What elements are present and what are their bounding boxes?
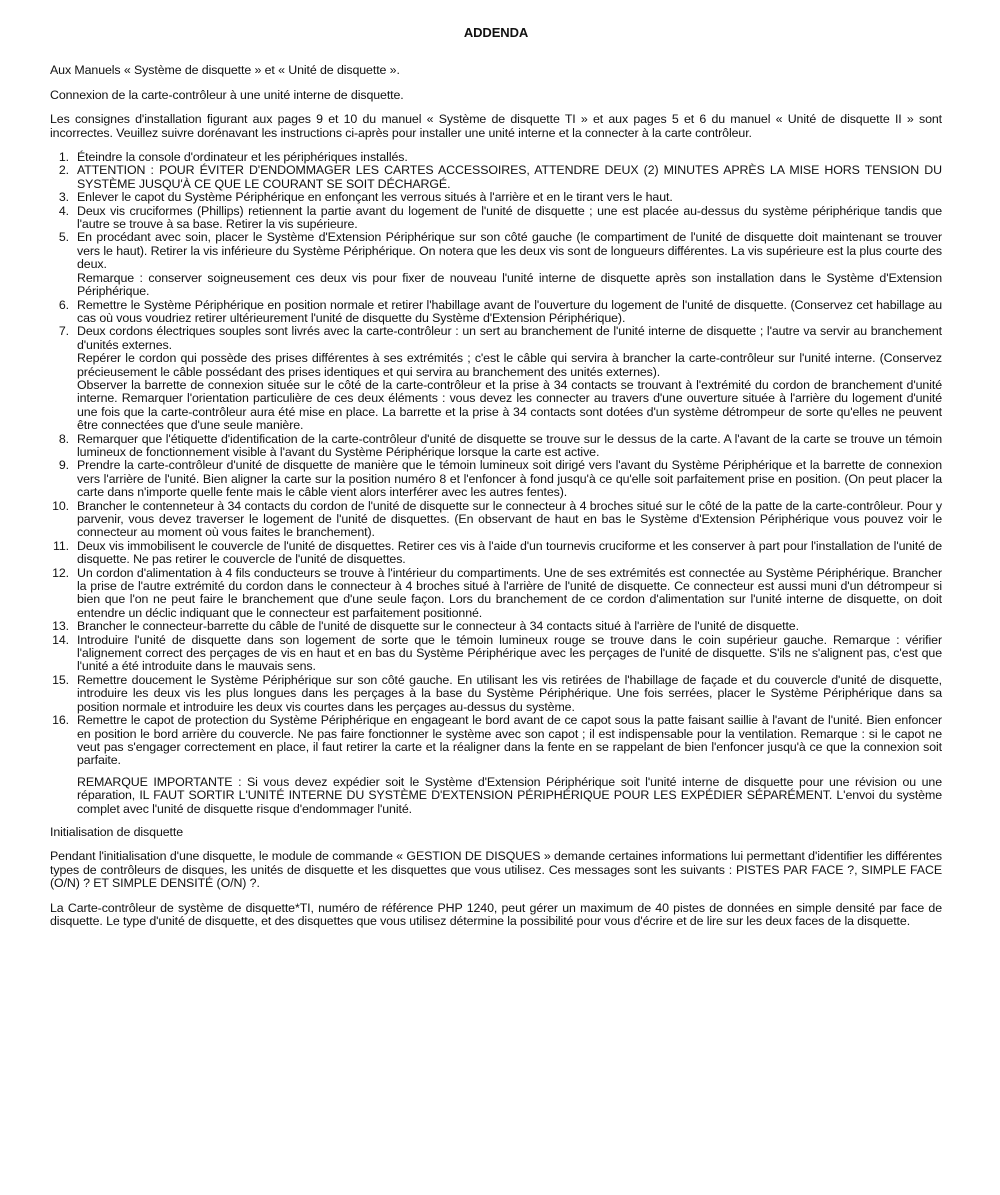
list-item [50,620,942,633]
step-number: 1. [58,150,69,165]
step-text: Brancher le contenneteur à 34 contacts du cordon de l'unité de disquette sur le connecteur à 4 broches situé sur le côté de la patte de la carte-contrôleur. Pour y parvenir, vous devez traverser le logement de l'unité de disquettes. (En observant de haut en bas le Système d'Extension Périphérique vous pouvez voir le connecteur au moment où vous faites le branchement). [77,498,942,540]
list-item [50,325,942,432]
connection-heading: Connexion de la carte-contrôleur à une unité interne de disquette. [50,87,404,102]
important-note: REMARQUE IMPORTANTE : Si vous devez expédier soit le Système d'Extension Périphérique soit l'unité interne de disquette pour une révision ou une réparation, IL FAUT SORTIR L'UNITÉ INTERNE DU SYSTÈME D'EXTENSION PÉRIPHÉRIQUE POUR LES EXPÉDIER SÉPARÉMENT. L'envoi du système complet avec l'unité de disquette risque d'endommager l'unité. [77,774,942,816]
step-text: En procédant avec soin, placer le Système d'Extension Périphérique sur son côté gauche (le compartiment de l'unité de disquette doit maintenant se trouver vers le haut). Retirer la vis inférieure du Système Périphérique. On notera que les deux vis sont de longueurs différentes. La vis supérieure est la plus courte des deux. [77,230,942,272]
step-number: 5. [58,230,69,245]
list-item [50,231,942,298]
step-number: 13. [52,619,69,634]
manuals-reference: Aux Manuels « Système de disquette » et « Unité de disquette ». [50,63,400,78]
step-number: 7. [58,324,69,339]
list-item [50,567,942,621]
list-item [50,299,942,326]
list-item [50,674,942,714]
step-number: 6. [58,297,69,312]
installation-steps-list [50,151,942,768]
list-item [50,205,942,232]
init-paragraph-1: Pendant l'initialisation d'une disquette, le module de commande « GESTION DE DISQUES » demande certaines informations lui permettant d'identifier les différentes types de contrôleurs de disques, les unités de disquette et les disquettes que vous utilisez. Ces messages sont les suivants : PISTES PAR FACE ?, SIMPLE FACE (O/N) ? ET SIMPLE DENSITÉ (O/N) ?. [50,849,942,891]
step-text: Remettre doucement le Système Périphérique sur son côté gauche. En utilisant les vis retirées de l'habillage de façade et du couvercle d'unité de disquette, introduire les deux vis les plus longues dans les perçages à la base du Système Périphérique. Une fois serrées, placer le Système Périphérique dans sa position normale et introduire les deux vis courtes dans les perçages au-dessus du système. [77,672,942,714]
step-text: Brancher le connecteur-barrette du câble de l'unité de disquette sur le connecteur à 34 contacts situé à l'arrière de l'unité de disquette. [77,619,799,634]
list-item [50,500,942,540]
step-number: 12. [52,565,69,580]
step-number: 4. [58,203,69,218]
correction-notice: Les consignes d'installation figurant aux pages 9 et 10 du manuel « Système de disquette TI » et aux pages 5 et 6 du manuel « Unité de disquette II » sont incorrectes. Veuillez suivre dorénavant les instructions ci-après pour installer une unité interne et la connecter à la carte contrôleur. [50,112,942,140]
init-heading: Initialisation de disquette [50,824,183,839]
step-number: 10. [52,498,69,513]
step-text: Deux vis cruciformes (Phillips) retiennent la partie avant du logement de l'unité de disquette ; une est placée au-dessus du système périphérique tandis que l'autre se trouve à sa base. Retirer la vis supérieure. [77,203,942,232]
list-item [50,433,942,460]
list-item [50,164,942,191]
step-number: 9. [58,458,69,473]
step-text: Observer la barrette de connexion située sur le côté de la carte-contrôleur et la prise à 34 contacts se trouvant à l'extrémité du cordon de branchement d'unité interne. Remarquer l'orientation particulière de ces deux éléments : vous devez les connecter au travers d'une ouverture située à l'arrière du logement d'unité une fois que la carte-contrôleur aura été mise en place. La barrette et la prise à 34 contacts sont dotées d'un système détrompeur de sorte qu'elles ne peuvent être connectées que d'une seule manière. [77,377,942,433]
step-text: Un cordon d'alimentation à 4 fils conducteurs se trouve à l'intérieur du compartiments. Une de ses extrémités est connectée au Système Périphérique. Brancher la prise de l'autre extrémité du cordon dans le connecteur à 4 broches situé à l'arrière de l'unité de disquette. Ce connecteur est aussi muni d'un détrompeur si bien que l'on ne peut faire le branchement que d'une seule façon. Lors du branchement de ce cordon d'alimentation sur l'unité interne de disquette, on doit entendre un déclic indiquant que le connecteur est parfaitement positionné. [77,565,942,620]
step-text: Remarque : conserver soigneusement ces deux vis pour fixer de nouveau l'unité interne de disquette après son installation dans le Système d'Extension Périphérique. [77,270,942,299]
step-text: Prendre la carte-contrôleur d'unité de disquette de manière que le témoin lumineux soit dirigé vers l'avant du Système Périphérique et la barrette de connexion vers l'arrière de l'unité. Bien aligner la carte sur la position numéro 8 et l'enfoncer à fond jusqu'à ce qu'elle soit parfaitement prise en position. (On peut placer la carte dans n'importe quelle fente mais le câble vient alors interférer avec les autres fentes). [77,458,942,500]
step-number: 8. [58,431,69,446]
list-item [50,634,942,674]
step-text: Enlever le capot du Système Périphérique en enfonçant les verrous situés à l'arrière et en le tirant vers le haut. [77,190,673,205]
list-item [50,191,942,204]
step-number: 3. [58,190,69,205]
step-text: Remettre le Système Périphérique en position normale et retirer l'habillage avant de l'ouverture du logement de l'unité de disquette. (Conservez cet habillage au cas où vous voudriez retirer ultérieurement l'unité de disquette du Système d'Extension Périphérique). [77,297,942,325]
step-text: Remarquer que l'étiquette d'identification de la carte-contrôleur d'unité de disquette se trouve sur le dessus de la carte. A l'avant de la carte se trouve un témoin lumineux de fonctionnement visible à l'avant du Système Périphérique lorsque la carte est active. [77,431,942,459]
step-number: 2. [58,163,69,178]
step-text: Deux cordons électriques souples sont livrés avec la carte-contrôleur : un sert au branchement de l'unité interne de disquette ; l'autre va servir au branchement d'unités externes. [77,324,942,352]
step-number: 16. [52,713,69,728]
step-text: Deux vis immobilisent le couvercle de l'unité de disquettes. Retirer ces vis à l'aide d'un tournevis cruciforme et les conserver à part pour l'installation de l'unité de disquette. Ne pas retirer le couvercle de l'unité de disquettes. [77,538,942,567]
step-text: Éteindre la console d'ordinateur et les périphériques installés. [77,150,408,165]
list-item [50,459,942,499]
step-text: Remettre le capot de protection du Système Périphérique en engageant le bord avant de ce capot sous la patte faisant saillie à l'avant de l'unité. Bien enfoncer en position le bord arrière du couvercle. Ne pas faire fonctionner le système avec son capot ; il est indispensable pour la ventilation. Remarque : si le capot ne veut pas s'engager correctement en place, il faut retirer la carte et la réaligner dans la fente en se rappelant de bien l'enfoncer jusqu'à ce que la connexion soit parfaite. [77,713,942,768]
step-text: ATTENTION : POUR ÉVITER D'ENDOMMAGER LES CARTES ACCESSOIRES, ATTENDRE DEUX (2) MINUTES APRÈS LA MISE HORS TENSION DU SYSTÈME JUSQU'À CE QUE LE COURANT SE SOIT DÉCHARGÉ. [77,163,942,191]
list-item [50,714,942,768]
page-title: ADDENDA [463,25,529,40]
init-paragraph-2: La Carte-contrôleur de système de disquette*TI, numéro de référence PHP 1240, peut gérer un maximum de 40 pistes de données en simple densité par face de disquette. Le type d'unité de disquette, et des disquettes que vous utilisez détermine la possibilité pour vous d'écrire et de lire sur les deux faces de la disquette. [50,900,942,928]
list-item [50,540,942,567]
step-number: 11. [52,538,69,553]
step-number: 15. [52,672,69,687]
step-text: Repérer le cordon qui possède des prises différentes à ses extrémités ; c'est le câble qui servira à brancher la carte-contrôleur sur l'unité interne. (Conservez précieusement le câble possédant des prises identiques et qui servira au branchement des unités externes). [77,351,942,379]
step-number: 14. [52,632,69,647]
step-text: Introduire l'unité de disquette dans son logement de sorte que le témoin lumineux rouge se trouve dans le coin supérieur gauche. Remarque : vérifier l'alignement correct des perçages de vis en haut et en bas du Système Périphérique avec les perçages de l'unité de disquette. S'ils ne s'alignent pas, c'est que l'unité a été introduite dans le mauvais sens. [77,632,942,674]
